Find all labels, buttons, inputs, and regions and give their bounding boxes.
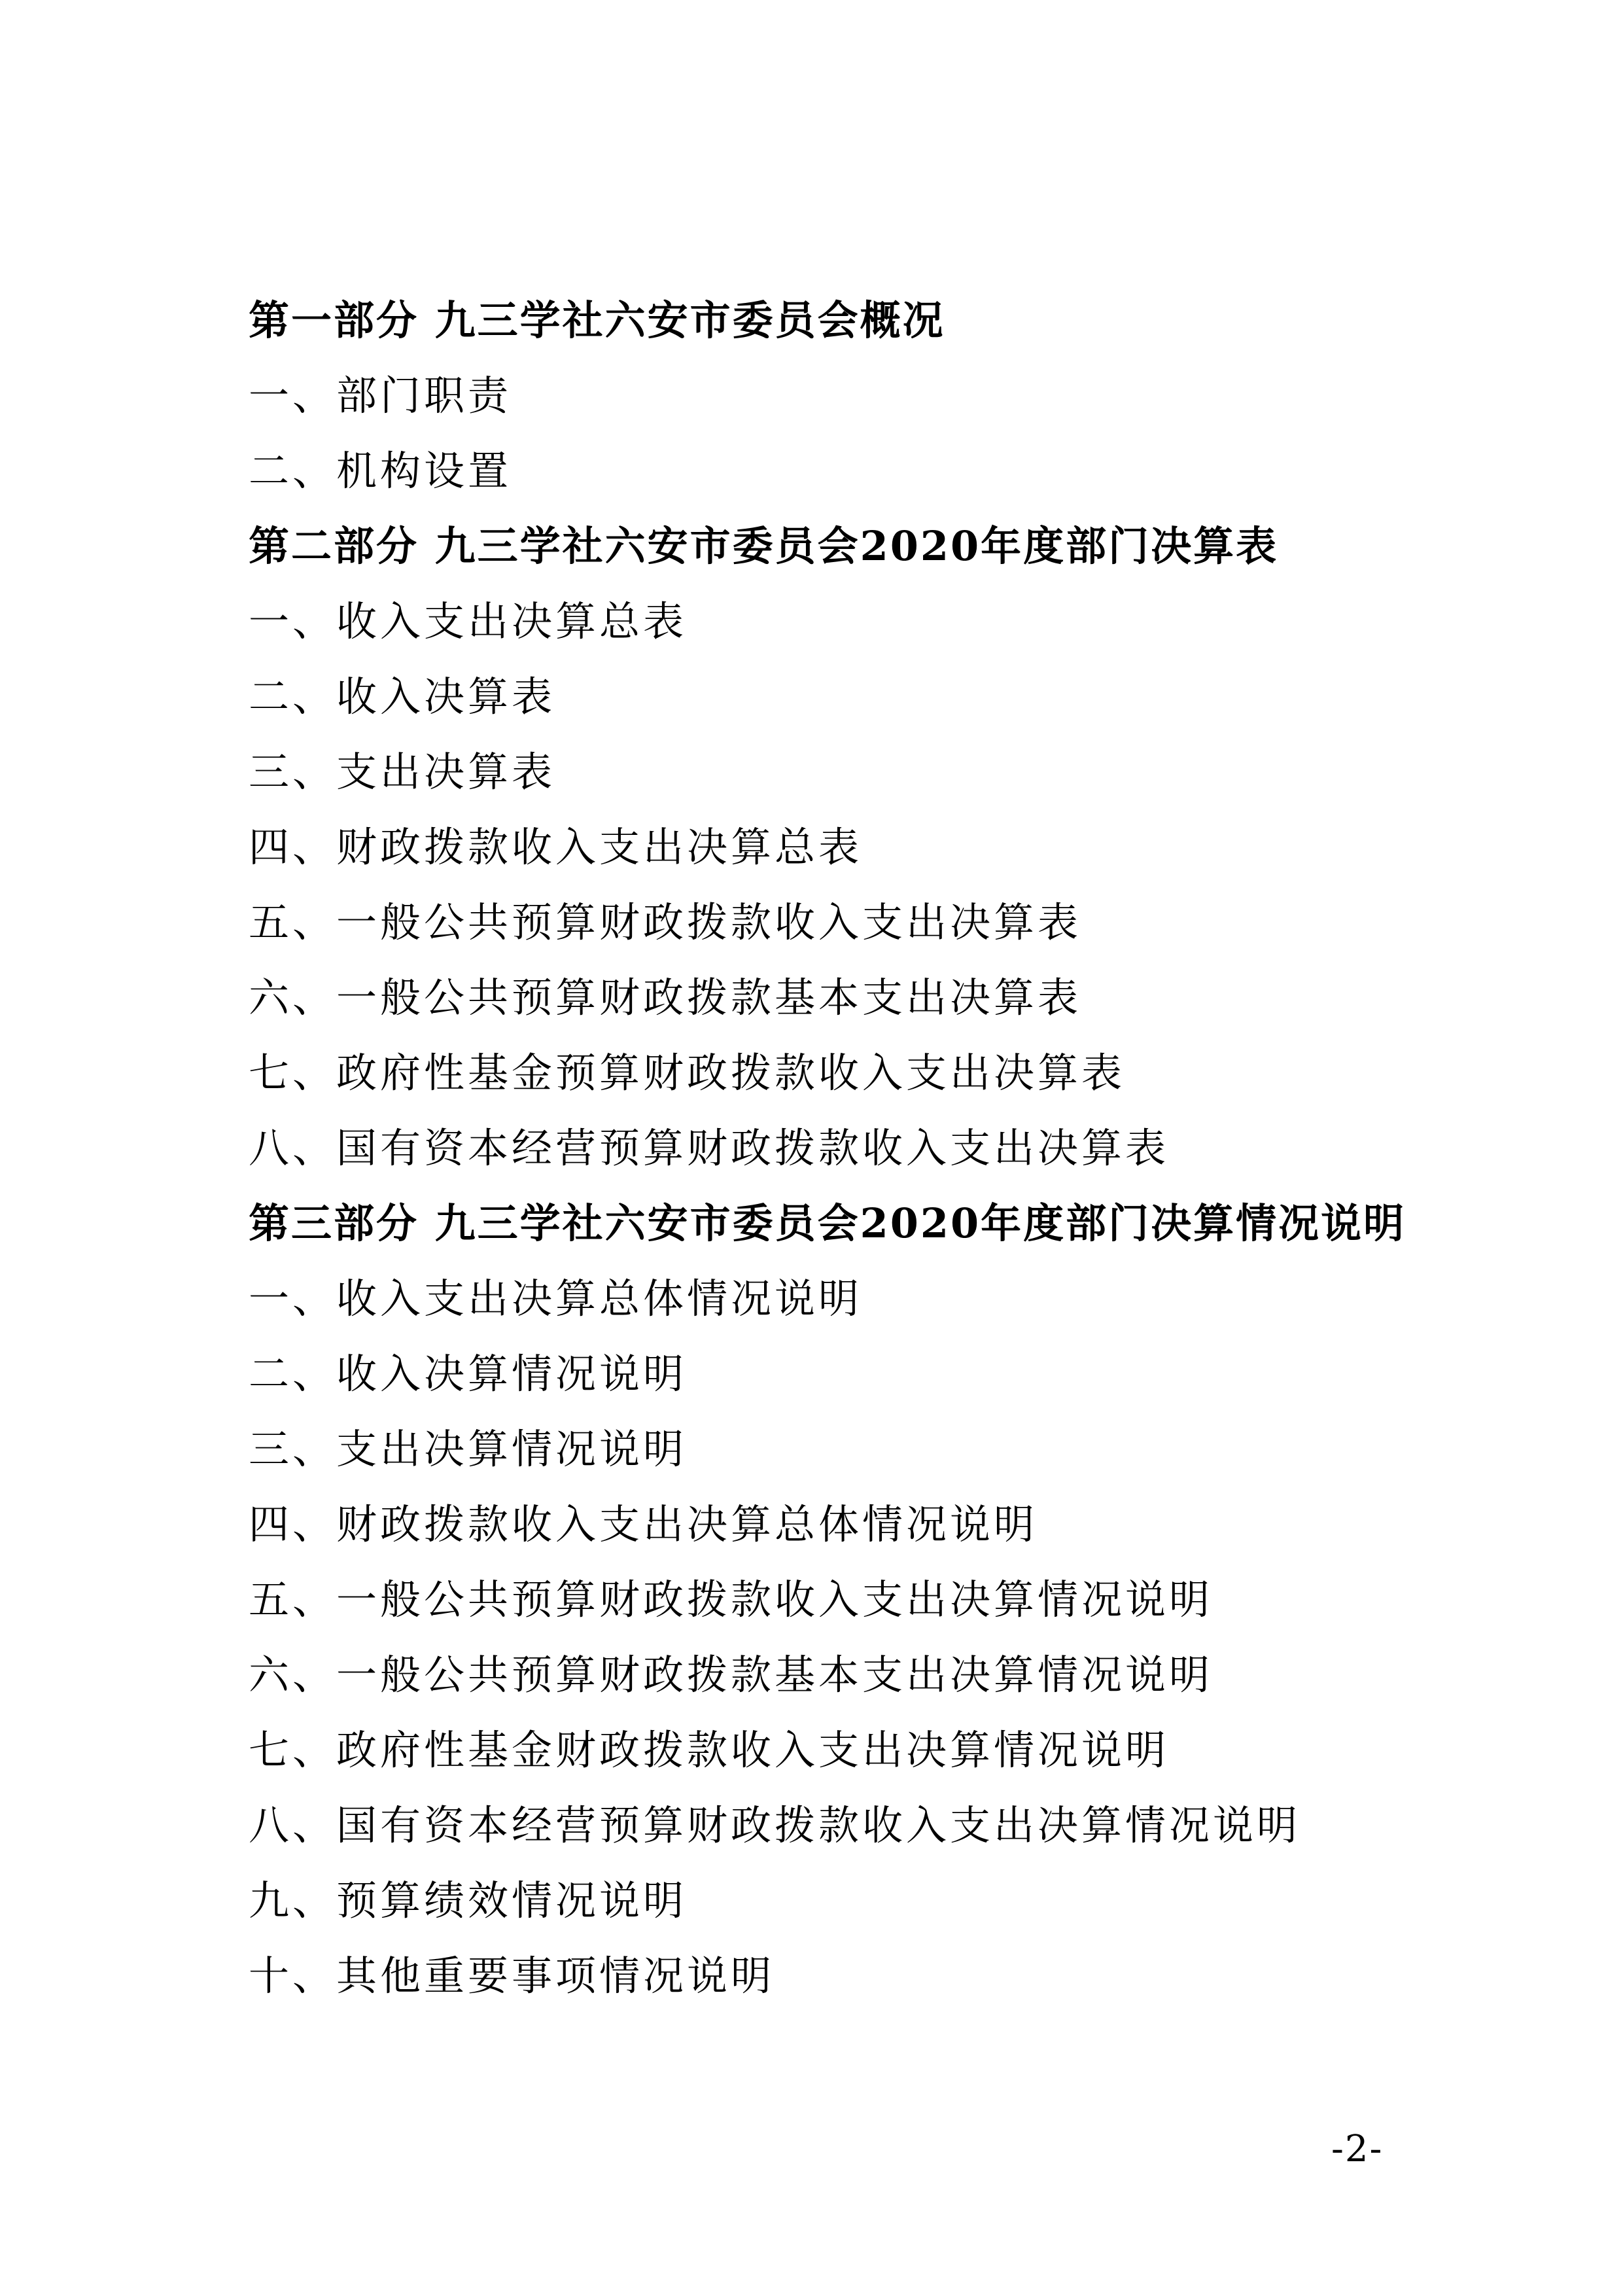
list-item: 二、机构设置 bbox=[249, 447, 512, 495]
list-item: 三、支出决算表 bbox=[249, 748, 556, 796]
list-item: 二、收入决算情况说明 bbox=[249, 1350, 688, 1398]
list-item: 五、一般公共预算财政拨款收入支出决算情况说明 bbox=[249, 1576, 1213, 1623]
list-item: 十、其他重要事项情况说明 bbox=[249, 1952, 775, 2000]
list-item: 一、收入支出决算总表 bbox=[249, 597, 688, 645]
list-item: 四、财政拨款收入支出决算总体情况说明 bbox=[249, 1500, 1038, 1548]
list-item: 一、部门职责 bbox=[249, 372, 512, 419]
list-item: 八、国有资本经营预算财政拨款收入支出决算表 bbox=[249, 1124, 1170, 1172]
list-item: 六、一般公共预算财政拨款基本支出决算情况说明 bbox=[249, 1651, 1213, 1699]
list-item: 二、收入决算表 bbox=[249, 673, 556, 720]
list-item: 五、一般公共预算财政拨款收入支出决算表 bbox=[249, 898, 1082, 946]
list-item: 八、国有资本经营预算财政拨款收入支出决算情况说明 bbox=[249, 1801, 1301, 1849]
table-of-contents bbox=[249, 283, 1413, 2013]
part2-heading: 第二部分 九三学社六安市委员会2020年度部门决算表 bbox=[249, 522, 1279, 570]
list-item: 一、收入支出决算总体情况说明 bbox=[249, 1275, 863, 1322]
part1-heading: 第一部分 九三学社六安市委员会概况 bbox=[249, 296, 945, 344]
list-item: 七、政府性基金预算财政拨款收入支出决算表 bbox=[249, 1049, 1126, 1097]
list-item: 九、预算绩效情况说明 bbox=[249, 1877, 688, 1924]
list-item: 六、一般公共预算财政拨款基本支出决算表 bbox=[249, 974, 1082, 1021]
part3-heading: 第三部分 九三学社六安市委员会2020年度部门决算情况说明 bbox=[249, 1199, 1406, 1247]
list-item: 四、财政拨款收入支出决算总表 bbox=[249, 823, 863, 871]
page-number: -2- bbox=[1331, 2128, 1384, 2170]
list-item: 七、政府性基金财政拨款收入支出决算情况说明 bbox=[249, 1726, 1170, 1774]
list-item: 三、支出决算情况说明 bbox=[249, 1425, 688, 1473]
